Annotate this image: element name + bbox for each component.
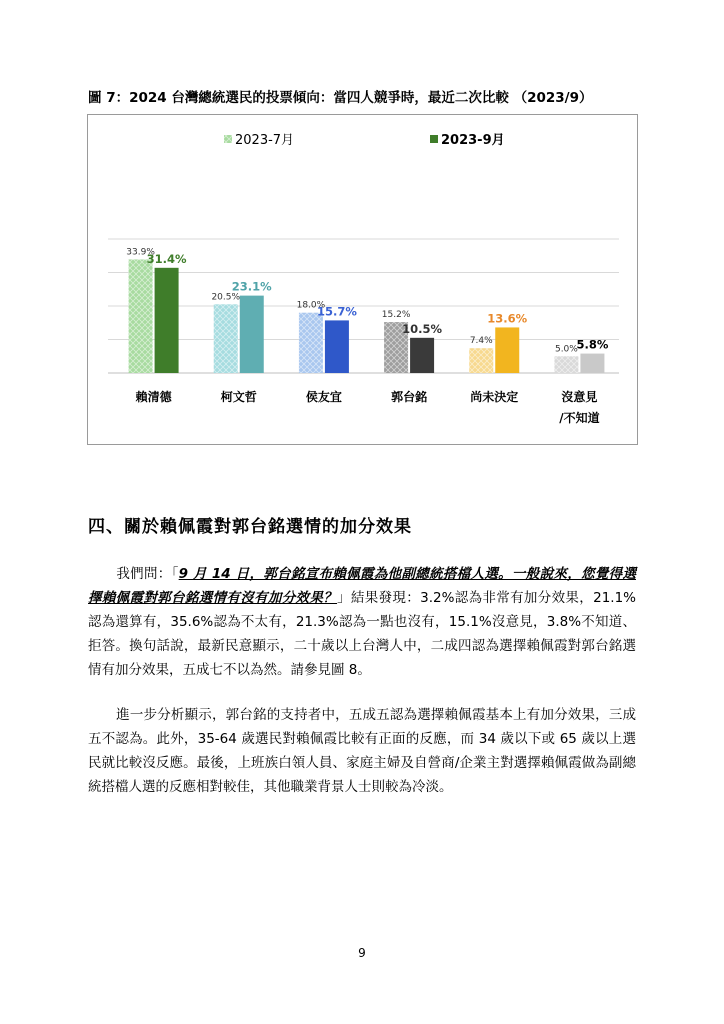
legend-label-2: 2023-9月 <box>441 133 505 148</box>
page-number: 9 <box>358 946 366 960</box>
bar-2023-9 <box>495 327 519 373</box>
bar-2023-9 <box>580 354 604 373</box>
data-label-2023-9: 31.4% <box>146 251 187 266</box>
bar-2023-7 <box>129 259 153 373</box>
data-label-2023-7: 5.0% <box>554 344 578 355</box>
data-label-2023-7: 33.9% <box>126 247 155 258</box>
paragraph-2 <box>88 703 636 799</box>
category-label: 侯友宜 <box>305 390 342 404</box>
data-label-2023-9: 5.8% <box>576 337 609 352</box>
figure-caption: 圖 7：2024 台灣總統選民的投票傾向：當四人競爭時，最近二次比較 （2023/9） <box>88 90 593 106</box>
bar-2023-9 <box>325 320 349 373</box>
data-label-2023-7: 7.4% <box>469 336 493 347</box>
paragraph-1-lead: 我們問：「 <box>116 566 179 582</box>
bar-2023-9 <box>240 296 264 373</box>
category-label: 郭台銘 <box>391 390 428 404</box>
paragraph-2-text: 進一步分析顯示，郭台銘的支持者中，五成五認為選擇賴佩霞基本上有加分效果，三成五不認為。此外，35-64 歲選民對賴佩霞比較有正面的反應，而 34 歲以下或 65 歲以上選民就比較沒反應。最後，上班族白領人員、家庭主婦及自營商/企業主對選擇賴佩霞做為副總統搭檔人選的反應相對較佳，其他職業背景人士則較為冷淡。 <box>88 707 636 795</box>
data-label-2023-7: 18.0% <box>296 300 326 311</box>
paragraph-1 <box>88 562 636 682</box>
bar-2023-9 <box>410 338 434 373</box>
legend-swatch-2 <box>430 135 438 143</box>
data-label-2023-9: 10.5% <box>402 321 443 336</box>
data-label-2023-9: 13.6% <box>487 311 528 326</box>
data-label-2023-9: 15.7% <box>316 304 357 319</box>
bar-2023-7 <box>469 348 493 373</box>
legend-label-1: 2023-7月 <box>235 133 295 148</box>
bar-2023-7 <box>214 304 238 373</box>
data-label-2023-7: 15.2% <box>381 310 411 321</box>
paragraph-1-rest: 」結果發現：3.2%認為非常有加分效果，21.1%認為還算有，35.6%認為不太有，21.3%認為一點也沒有，15.1%沒意見，3.8%不知道、拒答。換句話說，最新民意顯示，二十歲以上台灣人中，二成四認為選擇賴佩霞對郭台銘選情有加分效果，五成七不以為然。請參見圖 8。 <box>88 590 636 678</box>
bar-chart-frame <box>87 114 638 445</box>
category-label: 柯文哲 <box>220 390 257 404</box>
section-heading: 四、關於賴佩霞對郭台銘選情的加分效果 <box>88 517 412 537</box>
bar-2023-9 <box>155 268 179 373</box>
bar-2023-7 <box>554 356 578 373</box>
legend-swatch-1 <box>224 135 232 143</box>
data-label-2023-9: 23.1% <box>231 279 272 294</box>
category-label: 尚未決定 <box>470 390 519 404</box>
paragraph-1-quote: 9 月 14 日，郭台銘宣布賴佩霞為他副總統搭檔人選。一般說來，您覺得選擇賴佩霞對郭台銘選情有沒有加分效果？ <box>88 566 636 606</box>
category-label: /不知道 <box>559 411 600 425</box>
data-label-2023-7: 20.5% <box>211 292 241 303</box>
category-label: 沒意見 <box>561 390 598 404</box>
bar-chart <box>88 115 637 444</box>
bar-2023-7 <box>299 313 323 373</box>
category-label: 賴清德 <box>135 390 172 404</box>
